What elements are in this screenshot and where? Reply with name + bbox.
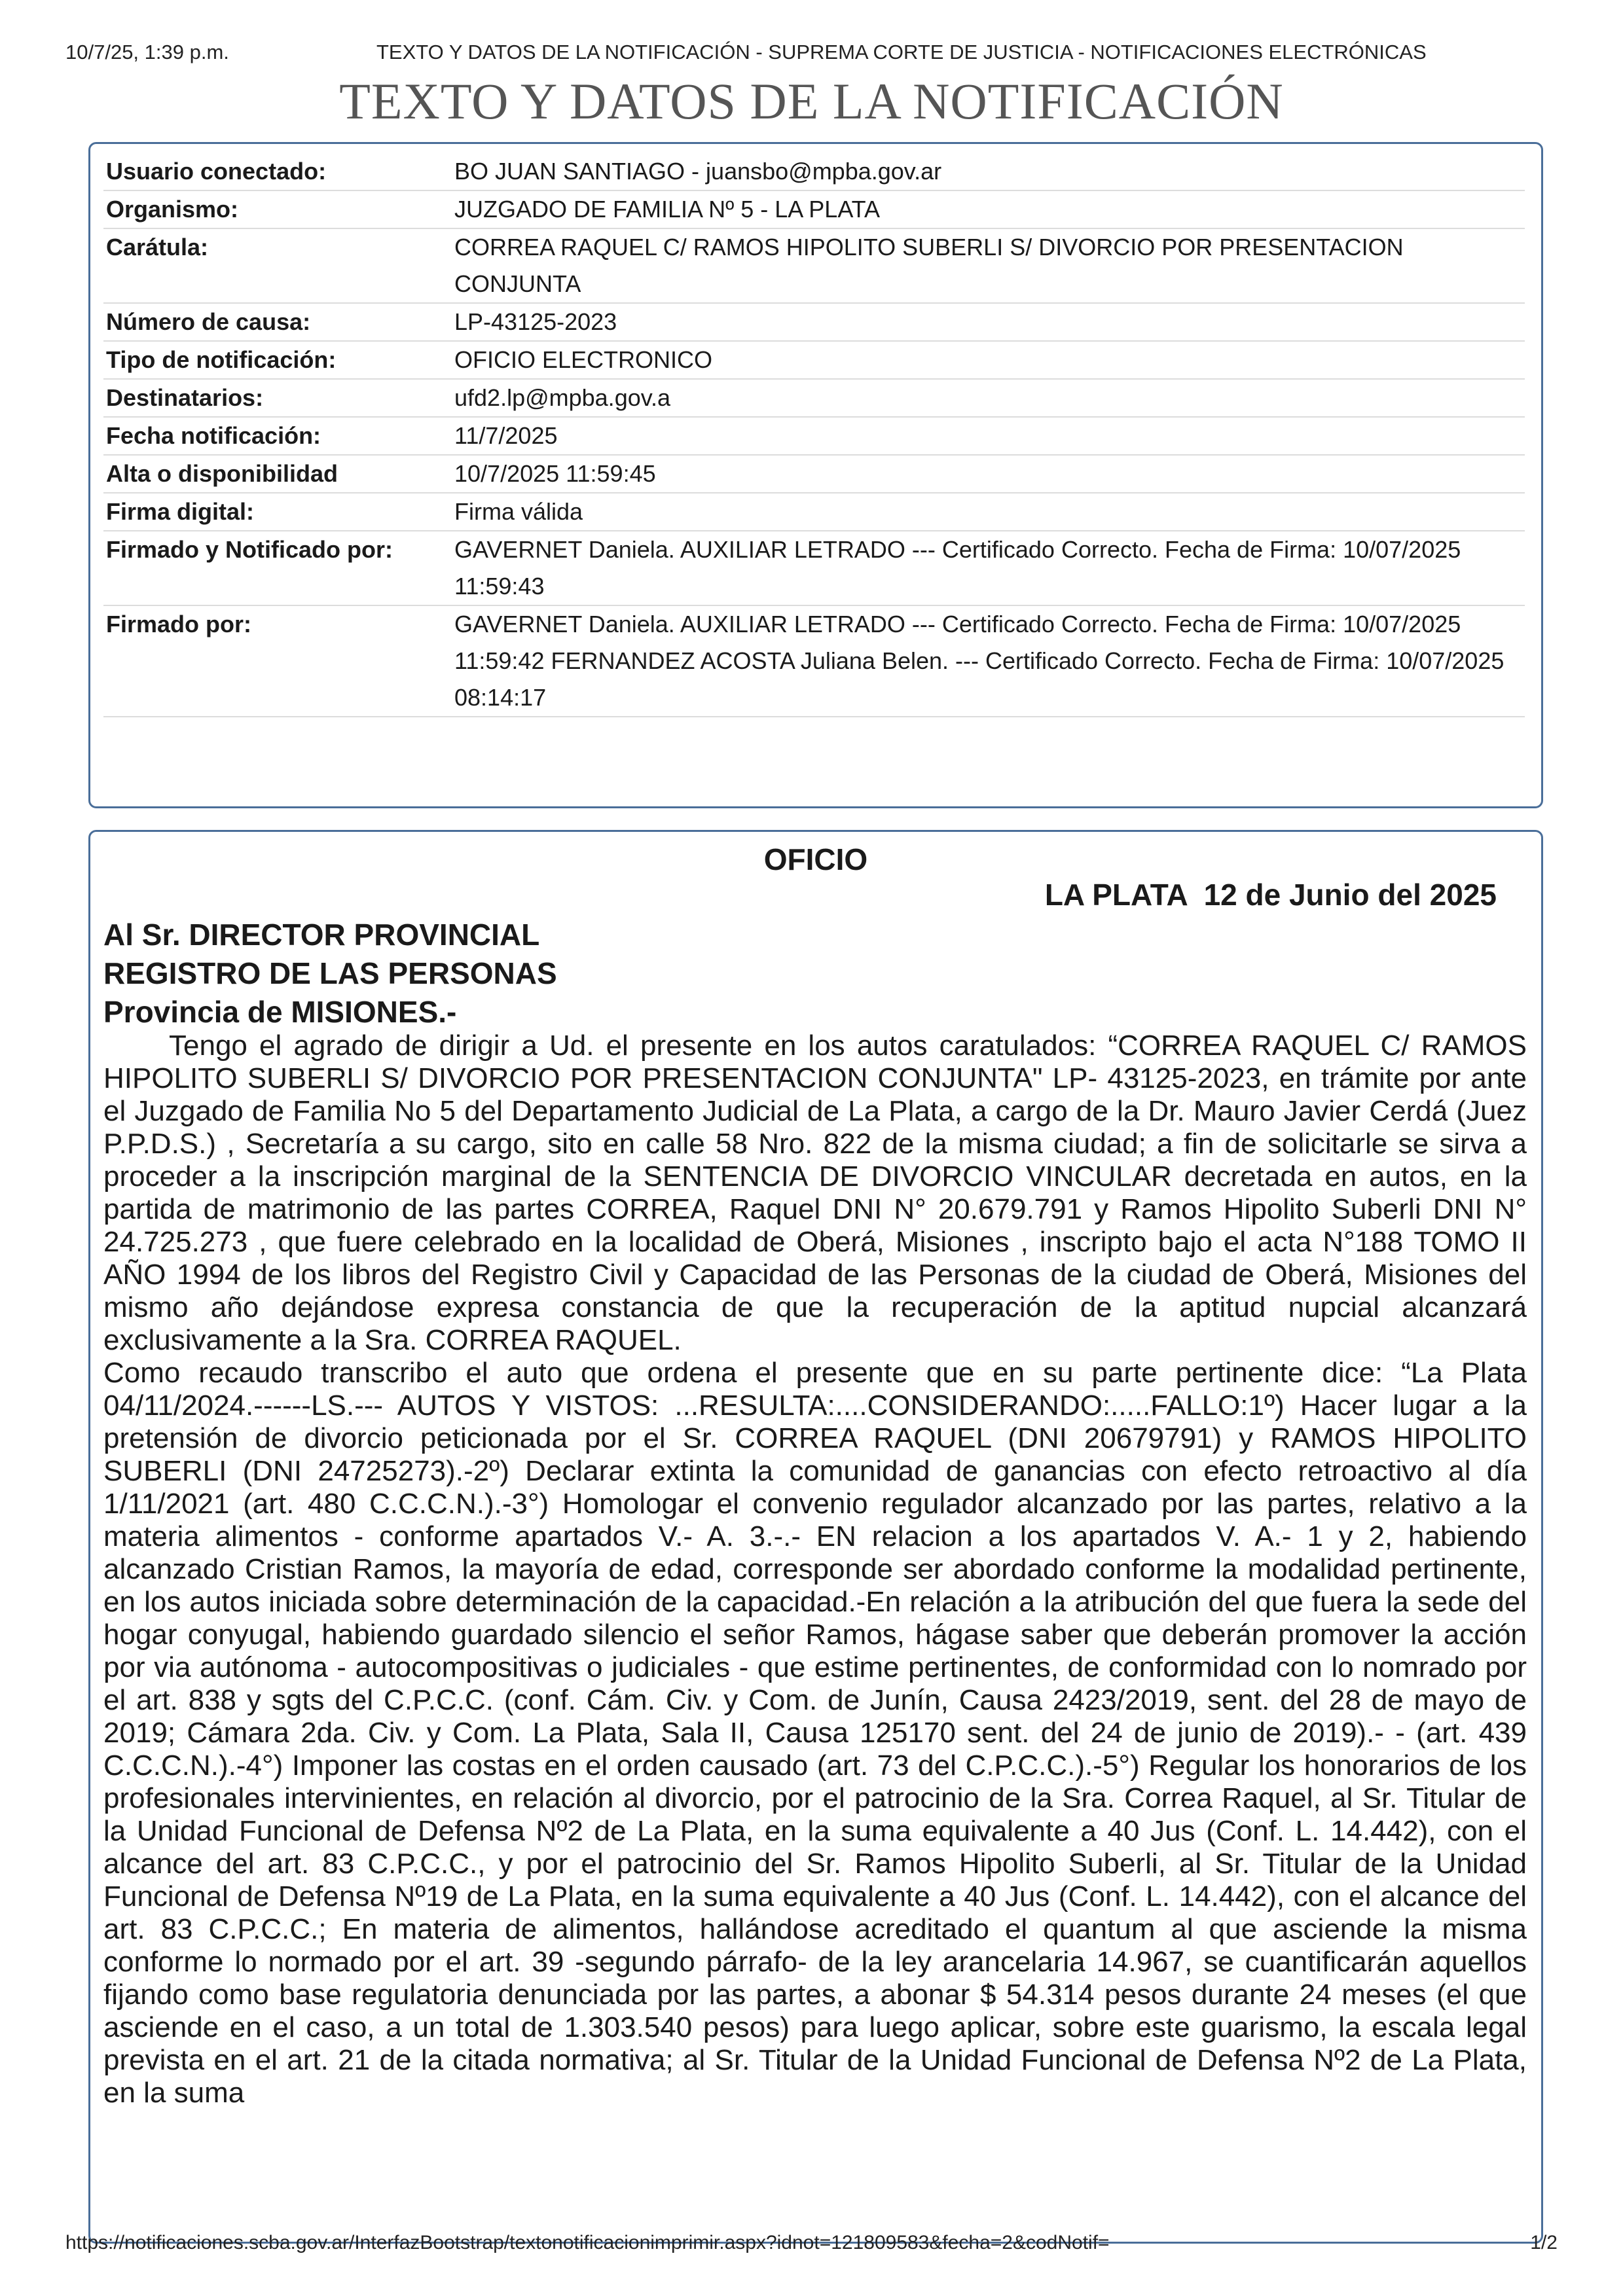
info-label: Usuario conectado: <box>106 158 327 185</box>
info-row-fecha-notificacion <box>103 418 1525 456</box>
addressee-line: Provincia de MISIONES.- <box>103 995 457 1029</box>
page-title: TEXTO Y DATOS DE LA NOTIFICACIÓN <box>339 73 1284 130</box>
print-date: 10/7/25, 1:39 p.m. <box>65 41 229 63</box>
info-value: GAVERNET Daniela. AUXILIAR LETRADO --- Certificado Correcto. Fecha de Firma: 10/07/2025 11:59:43 <box>454 536 1461 600</box>
info-label: Tipo de notificación: <box>106 346 337 373</box>
info-value: 11/7/2025 <box>454 422 558 449</box>
info-label: Fecha notificación: <box>106 422 321 449</box>
print-url: https://notificaciones.scba.gov.ar/InterfazBootstrap/textonotificacionimprimir.aspx?idnot=121809583&fecha=2&codNotif= <box>65 2232 1110 2253</box>
document-heading: OFICIO <box>763 842 868 876</box>
notification-info-panel <box>88 142 1543 808</box>
info-value: ufd2.lp@mpba.gov.a <box>454 384 671 411</box>
info-value: CORREA RAQUEL C/ RAMOS HIPOLITO SUBERLI S/ DIVORCIO POR PRESENTACION CONJUNTA <box>454 234 1404 297</box>
info-label: Firmado y Notificado por: <box>106 536 393 563</box>
info-row-destinatarios <box>103 380 1525 418</box>
addressee-line: Al Sr. DIRECTOR PROVINCIAL <box>103 918 540 952</box>
body-paragraph: Tengo el agrado de dirigir a Ud. el presente en los autos caratulados: “CORREA RAQUEL C/ RAMOS HIPOLITO SUBERLI S/ DIVORCIO POR PRESENTACION CONJUNTA" LP- 43125-2023, en trámite por ante el Juzgado de Familia No 5 del Departamento Judicial de La Plata, a cargo de la Dr. Mauro Javier Cerdá (Juez P.P.D.S.) , Secretaría a su cargo, sito en calle 58 Nro. 822 de la misma ciudad; a fin de solicitarle se sirva a proceder a la inscripción marginal de la SENTENCIA DE DIVORCIO VINCULAR decretada en autos, en la partida de matrimonio de las partes CORREA, Raquel DNI N° 20.679.791 y Ramos Hipolito Suberli DNI N° 24.725.273 , que fuere celebrado en la localidad de Oberá, Misiones , inscripto bajo el acta N°188 TOMO II AÑO 1994 de los libros del Registro Civil y Capacidad de las Personas de la ciudad de Oberá, Misiones del mismo año dejándose expresa constancia de que la recuperación de la aptitud nupcial alcanzará exclusivamente a la Sra. CORREA RAQUEL. <box>103 1030 1527 1356</box>
print-page-title: TEXTO Y DATOS DE LA NOTIFICACIÓN - SUPREMA CORTE DE JUSTICIA - NOTIFICACIONES ELECTRÓNICAS <box>376 41 1427 63</box>
document-place-date: LA PLATA 12 de Junio del 2025 <box>1044 878 1497 912</box>
addressee-block <box>103 916 557 1031</box>
info-value: Firma válida <box>454 498 583 525</box>
document-panel <box>88 830 1543 2244</box>
info-label: Firma digital: <box>106 498 255 525</box>
info-label: Número de causa: <box>106 308 311 335</box>
info-value: LP-43125-2023 <box>454 308 617 335</box>
info-row-alta <box>103 456 1525 493</box>
info-value: OFICIO ELECTRONICO <box>454 346 713 373</box>
info-value: BO JUAN SANTIAGO - juansbo@mpba.gov.ar <box>454 158 942 185</box>
page-number: 1/2 <box>1530 2232 1558 2253</box>
info-row-numero-causa <box>103 304 1525 342</box>
info-row-firmado-por <box>103 606 1525 717</box>
info-row-firma-digital <box>103 493 1525 531</box>
info-label: Destinatarios: <box>106 384 264 411</box>
print-footer <box>65 2232 1558 2258</box>
info-row-organismo <box>103 191 1525 229</box>
body-paragraph: Como recaudo transcribo el auto que ordena el presente que en su parte pertinente dice: “La Plata 04/11/2024.------LS.--- AUTOS Y VISTOS: ...RESULTA:....CONSIDERANDO:.....FALLO:1º) Hacer lugar a la pretensión de divorcio peticionada por el Sr. CORREA RAQUEL (DNI 20679791) y RAMOS HIPOLITO SUBERLI (DNI 24725273).-2º) Declarar extinta la comunidad de ganancias con efecto retroactivo al día 1/11/2021 (art. 480 C.C.C.N.).-3°) Homologar el convenio regulador alcanzado por las partes, relativo a la materia alimentos - conforme apartados V.- A. 3.-.- EN relacion a los apartados V. A.- 1 y 2, habiendo alcanzado Cristian Ramos, la mayoría de edad, corresponde ser abordado conforme la modalidad pertinente, en los autos iniciada sobre determinación de la capacidad.-En relación a la atribución del que fuera la sede del hogar conyugal, habiendo guardado silencio el señor Ramos, hágase saber que deberán promover la acción por via autónoma - autocompositivas o judiciales - que estime pertinentes, de conformidad con lo nomrado por el art. 838 y sgts del C.P.C.C. (conf. Cám. Civ. y Com. de Junín, Causa 2423/2019, sent. del 28 de mayo de 2019; Cámara 2da. Civ. y Com. La Plata, Sala II, Causa 125170 sent. del 24 de junio de 2019).- - (art. 439 C.C.C.N.).-4°) Imponer las costas en el orden causado (art. 73 del C.P.C.C.).-5°) Regular los honorarios de los profesionales intervinientes, en relación al divorcio, por el patrocinio de la Sra. Correa Raquel, al Sr. Titular de la Unidad Funcional de Defensa Nº2 de La Plata, en la suma equivalente a 40 Jus (Conf. L. 14.442), con el alcance del art. 83 C.P.C.C., y por el patrocinio del Sr. Ramos Hipolito Suberli, al Sr. Titular de la Unidad Funcional de Defensa Nº19 de La Plata, en la suma equivalente a 40 Jus (Conf. L. 14.442), con el alcance del art. 83 C.P.C.C.; En materia de alimentos, hallándose acreditado el quantum al que asciende la misma conforme lo normado por el art. 39 -segundo párrafo- de la ley arancelaria 14.967, se cuantificarán aquellos fijando como base regulatoria denunciada por las partes, a abonar $ 54.314 pesos durante 24 meses (el que asciende en el caso, a un total de 1.303.540 pesos) para luego aplicar, sobre este guarismo, la escala legal prevista en el art. 21 de la citada normativa; al Sr. Titular de la Unidad Funcional de Defensa Nº2 de La Plata, en la suma <box>103 1357 1527 2109</box>
info-label: Carátula: <box>106 234 209 260</box>
info-row-tipo-notificacion <box>103 342 1525 380</box>
info-label: Organismo: <box>106 196 239 223</box>
addressee-line: REGISTRO DE LAS PERSONAS <box>103 956 557 990</box>
info-row-caratula <box>103 229 1525 304</box>
info-value: GAVERNET Daniela. AUXILIAR LETRADO --- Certificado Correcto. Fecha de Firma: 10/07/2025 11:59:42 FERNANDEZ ACOSTA Juliana Belen. --- Certificado Correcto. Fecha de Firma: 10/07/2025 08:14:17 <box>454 611 1504 711</box>
info-label: Alta o disponibilidad <box>106 460 338 487</box>
print-header <box>65 41 1558 67</box>
document-body <box>103 1030 1527 2109</box>
info-row-usuario <box>103 153 1525 191</box>
info-value: JUZGADO DE FAMILIA Nº 5 - LA PLATA <box>454 196 880 223</box>
info-row-firmado-notificado <box>103 531 1525 606</box>
info-value: 10/7/2025 11:59:45 <box>454 460 656 487</box>
info-label: Firmado por: <box>106 611 251 637</box>
